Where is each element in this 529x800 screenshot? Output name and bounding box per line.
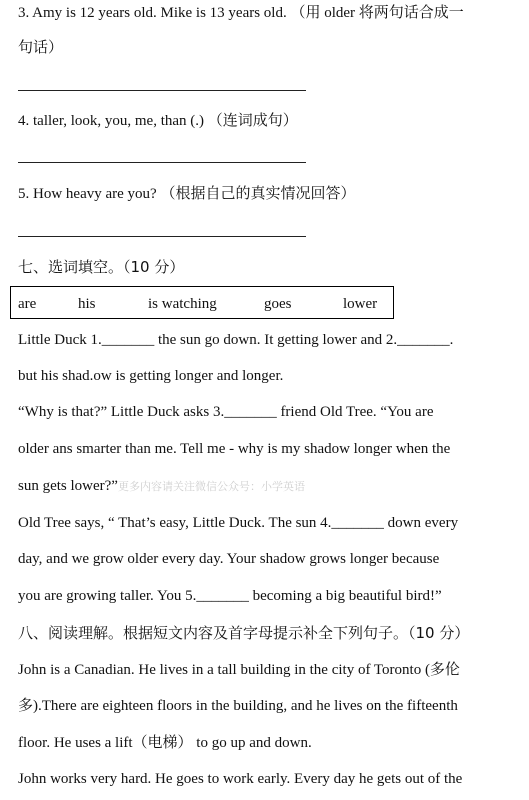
passage7-line: older ans smarter than me. Tell me - why is my shadow longer when the <box>18 441 451 457</box>
word-bank-item: lower <box>343 296 378 312</box>
word-bank-item: are <box>18 296 37 312</box>
passage7-line: you are growing taller. You 5._______ becoming a big beautiful bird!” <box>18 588 442 604</box>
q3-answer-line <box>18 90 306 91</box>
word-bank-item: goes <box>264 296 292 312</box>
passage7-line: “Why is that?” Little Duck asks 3._______ friend Old Tree. “You are <box>18 404 434 420</box>
section8-title: 八、阅读理解。根据短文内容及首字母提示补全下列句子。（10 分） <box>18 624 470 642</box>
section7-title: 七、选词填空。（10 分） <box>18 258 185 276</box>
passage7-line-with-watermark <box>18 477 517 496</box>
passage7-line: but his shad.ow is getting longer and longer. <box>18 368 284 384</box>
passage8-line: 多).There are eighteen floors in the building, and he lives on the fifteenth <box>18 698 458 714</box>
q4-answer-line <box>18 162 306 163</box>
q4-text: 4. taller, look, you, me, than (.) （连词成句） <box>18 113 298 129</box>
word-bank-box <box>10 286 394 319</box>
word-bank-item: is watching <box>148 296 217 312</box>
passage7-line: Little Duck 1._______ the sun go down. It getting lower and 2._______. <box>18 332 454 348</box>
passage8-line: floor. He uses a lift（电梯） to go up and down. <box>18 735 312 751</box>
word-bank-item: his <box>78 296 96 312</box>
q3-line-2: 句话） <box>18 40 64 56</box>
q3-line-1: 3. Amy is 12 years old. Mike is 13 years old. （用 older 将两句话合成一 <box>18 5 464 21</box>
q5-text: 5. How heavy are you? （根据自己的真实情况回答） <box>18 186 356 202</box>
q5-answer-line <box>18 236 306 237</box>
passage7-line: Old Tree says, “ That’s easy, Little Duck. The sun 4._______ down every <box>18 515 459 531</box>
passage8-line: John works very hard. He goes to work early. Every day he gets out of the <box>18 771 463 787</box>
watermark-text: 更多内容请关注微信公众号：小学英语 <box>117 480 305 493</box>
passage7-text: sun gets lower?” <box>18 478 118 494</box>
passage7-line: day, and we grow older every day. Your shadow grows longer because <box>18 551 440 567</box>
passage8-line: John is a Canadian. He lives in a tall building in the city of Toronto (多伦 <box>18 662 460 678</box>
